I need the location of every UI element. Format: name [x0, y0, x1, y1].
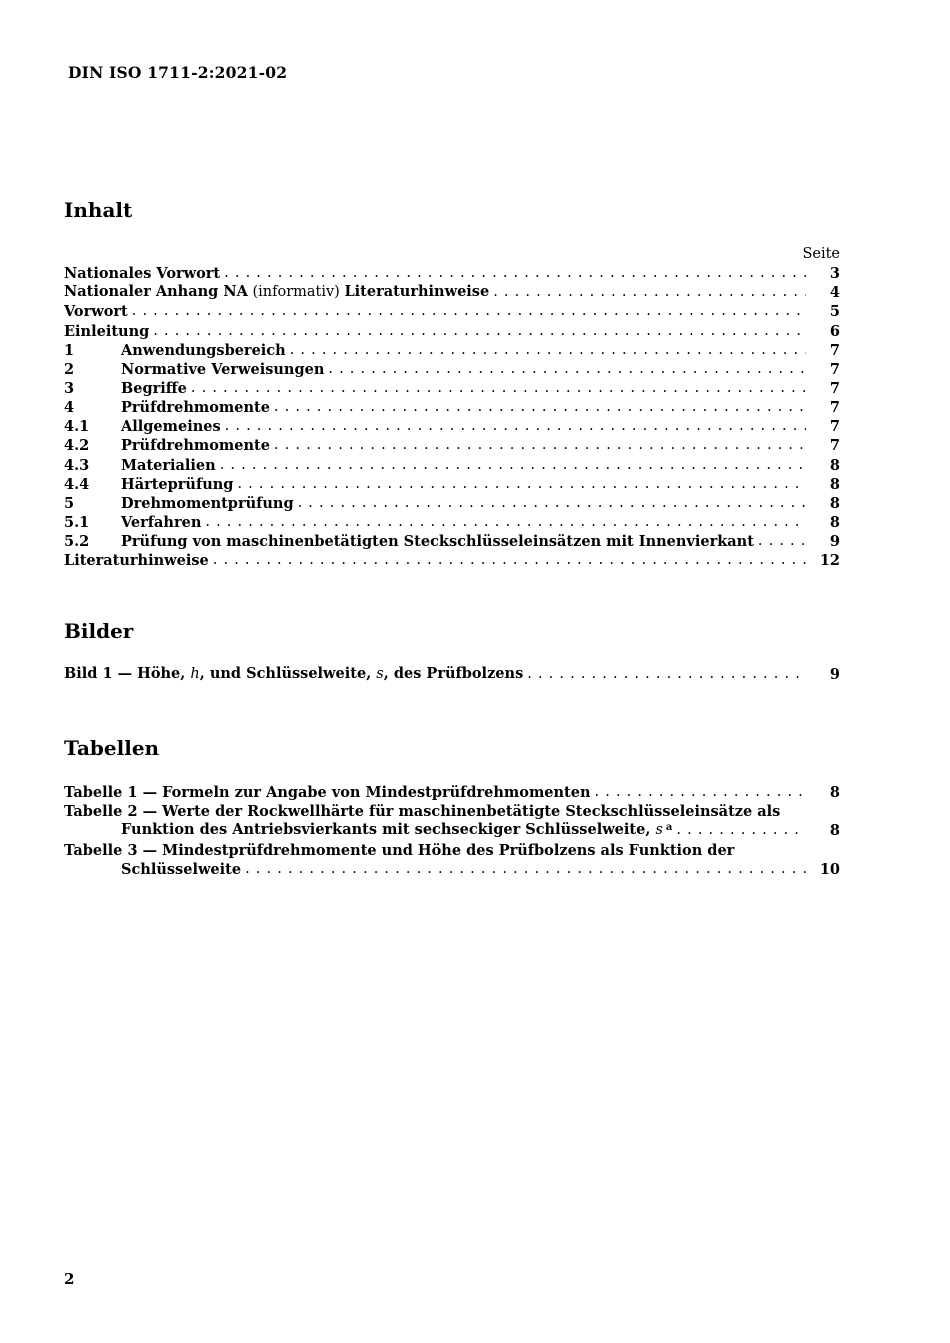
- table-entry-label: Tabelle 1 — Formeln zur Angabe von Mindestprüfdrehmomenten: [64, 784, 591, 802]
- toc-entry-label: Literaturhinweise: [64, 552, 209, 570]
- leader-dots: [245, 860, 806, 879]
- leader-dots: [328, 360, 806, 379]
- toc-entry[interactable]: [64, 417, 840, 436]
- toc-entry-page: 7: [829, 437, 840, 455]
- toc-entry-page: 3: [829, 265, 840, 283]
- toc-entry-page: 5: [829, 303, 840, 321]
- leader-dots: [595, 783, 806, 802]
- toc-entry-page: 8: [829, 513, 840, 531]
- toc-entry[interactable]: [64, 398, 840, 417]
- tables-title: Tabellen: [64, 736, 160, 760]
- toc-entry-label: Prüfung von maschinenbetätigten Steckschlüsseleinsätzen mit Innenvierkant: [121, 533, 754, 551]
- toc-entry-label: Drehmomentprüfung: [121, 494, 294, 512]
- table-entry-page: 10: [819, 860, 840, 878]
- table-entry-line2[interactable]: [64, 821, 840, 840]
- toc-entry[interactable]: [64, 436, 840, 455]
- tables-list: [64, 783, 840, 879]
- toc-entry-page: 9: [829, 533, 840, 551]
- toc-entry[interactable]: [64, 341, 840, 360]
- toc-entry-label: Allgemeines: [121, 418, 221, 436]
- toc-entry-label: Nationaler Anhang NA (informativ) Literaturhinweise: [64, 283, 490, 301]
- leader-dots: [274, 436, 806, 455]
- toc-entry-page: 8: [829, 475, 840, 493]
- toc-entry[interactable]: [64, 321, 840, 340]
- table-entry-label-cont: Funktion des Antriebsvierkants mit sechseckiger Schlüsselweite, s $^a$: [121, 821, 673, 839]
- toc-entry-number: 5: [64, 494, 75, 512]
- figure-entry-label: Bild 1 — Höhe, h, und Schlüsselweite, s, des Prüfbolzens: [64, 665, 524, 683]
- toc-entry[interactable]: [64, 475, 840, 494]
- toc-entry-page: 7: [829, 418, 840, 436]
- leader-dots: [676, 821, 806, 840]
- leader-dots: [191, 379, 806, 398]
- table-entry-page: 8: [829, 822, 840, 840]
- toc-entry-label: Anwendungsbereich: [121, 341, 286, 359]
- toc-entry-page: 7: [829, 341, 840, 359]
- toc-entry-page: 7: [829, 399, 840, 417]
- page-number: 2: [64, 1270, 75, 1288]
- figures-list: [64, 665, 840, 684]
- toc-entry-page: 12: [819, 552, 840, 570]
- leader-dots: [527, 665, 806, 684]
- toc-entry[interactable]: [64, 551, 840, 570]
- toc-entry-number: 5.2: [64, 533, 90, 551]
- leader-dots: [153, 322, 806, 341]
- toc-entry-label: Nationales Vorwort: [64, 265, 221, 283]
- toc-entry-page: 8: [829, 494, 840, 512]
- table-entry-label: Tabelle 2 — Werte der Rockwellhärte für maschinenbetätigte Steckschlüsseleinsätze als: [64, 803, 781, 821]
- toc-entry[interactable]: [64, 360, 840, 379]
- contents-title: Inhalt: [64, 198, 133, 222]
- leader-dots: [220, 456, 806, 475]
- toc-entry[interactable]: [64, 455, 840, 474]
- toc-entry-label: Prüfdrehmomente: [121, 437, 270, 455]
- page-column-label: Seite: [802, 246, 840, 262]
- toc-entry-page: 4: [829, 284, 840, 302]
- toc-entry-page: 6: [829, 322, 840, 340]
- contents-list: [64, 264, 840, 570]
- table-entry-label-cont: Schlüsselweite: [121, 860, 242, 878]
- toc-entry-label: Verfahren: [121, 513, 202, 531]
- toc-entry-label: Normative Verweisungen: [121, 360, 325, 378]
- toc-entry-number: 4.2: [64, 437, 90, 455]
- leader-dots: [290, 341, 806, 360]
- figures-title: Bilder: [64, 619, 134, 643]
- toc-entry-page: 7: [829, 379, 840, 397]
- table-entry[interactable]: [64, 783, 840, 802]
- table-entry-line1[interactable]: [64, 802, 840, 821]
- toc-entry[interactable]: [64, 532, 840, 551]
- table-entry-page: 8: [829, 784, 840, 802]
- toc-entry[interactable]: [64, 379, 840, 398]
- leader-dots: [298, 494, 806, 513]
- figure-entry[interactable]: [64, 665, 840, 684]
- toc-entry-number: 1: [64, 341, 75, 359]
- toc-entry-page: 8: [829, 456, 840, 474]
- leader-dots: [493, 283, 806, 302]
- toc-entry-number: 4: [64, 399, 75, 417]
- toc-entry[interactable]: [64, 302, 840, 321]
- toc-entry-label: Härteprüfung: [121, 475, 234, 493]
- leader-dots: [237, 475, 806, 494]
- table-entry-line2[interactable]: [64, 860, 840, 879]
- toc-entry-label: Prüfdrehmomente: [121, 399, 270, 417]
- leader-dots: [274, 398, 806, 417]
- toc-entry-number: 2: [64, 360, 75, 378]
- toc-entry-label: Vorwort: [64, 303, 128, 321]
- leader-dots: [225, 417, 806, 436]
- leader-dots: [758, 532, 806, 551]
- toc-entry-number: 4.1: [64, 418, 90, 436]
- figure-entry-page: 9: [829, 666, 840, 684]
- toc-entry-number: 3: [64, 379, 75, 397]
- toc-entry[interactable]: [64, 494, 840, 513]
- table-entry-line1[interactable]: [64, 840, 840, 859]
- leader-dots: [213, 551, 806, 570]
- toc-entry[interactable]: [64, 264, 840, 283]
- table-entry-label: Tabelle 3 — Mindestprüfdrehmomente und Höhe des Prüfbolzens als Funktion der: [64, 841, 735, 859]
- toc-entry-label: Begriffe: [121, 379, 187, 397]
- leader-dots: [132, 302, 806, 321]
- document-id: DIN ISO 1711-2:2021-02: [68, 63, 288, 82]
- toc-entry-label: Einleitung: [64, 322, 150, 340]
- toc-entry-number: 4.3: [64, 456, 90, 474]
- toc-entry-number: 5.1: [64, 513, 90, 531]
- toc-entry-label: Materialien: [121, 456, 216, 474]
- leader-dots: [205, 513, 806, 532]
- toc-entry[interactable]: [64, 283, 840, 302]
- toc-entry-page: 7: [829, 360, 840, 378]
- toc-entry-number: 4.4: [64, 475, 90, 493]
- leader-dots: [224, 264, 806, 283]
- toc-entry[interactable]: [64, 513, 840, 532]
